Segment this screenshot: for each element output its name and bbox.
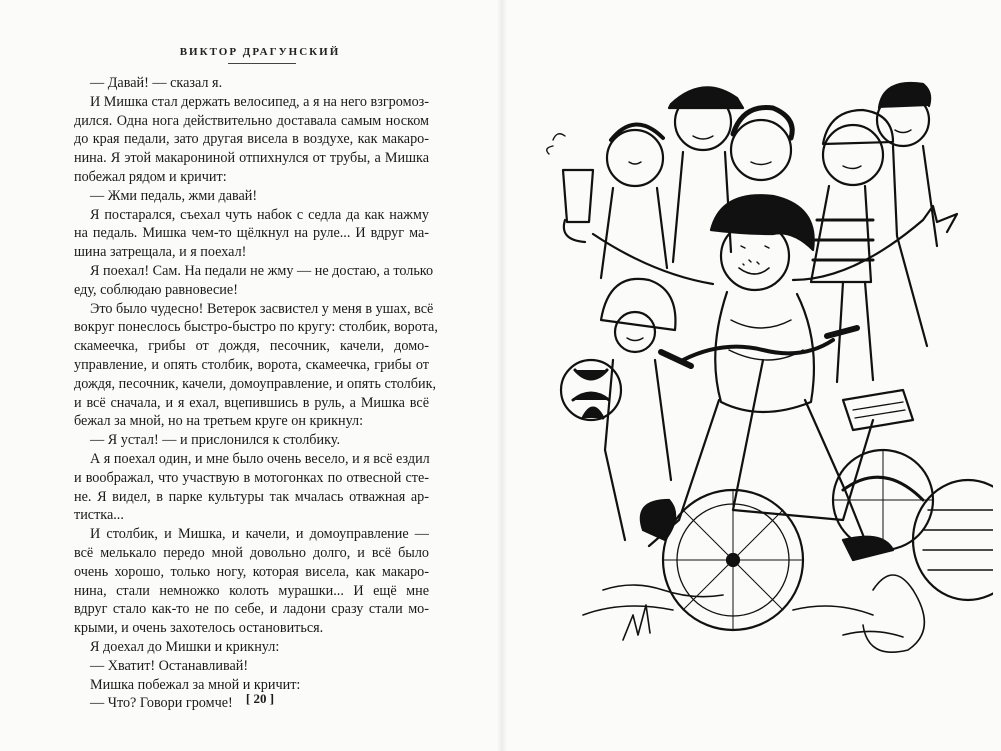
text-line: на педаль. Мишка чем-то щёлкнул на руле... И вдруг ма- xyxy=(74,225,429,242)
page-number: [ 20 ] xyxy=(245,691,275,706)
text-line: — Я устал! — и прислонился к столбику. xyxy=(90,432,340,449)
bicycle xyxy=(661,328,933,630)
text-line: управление, и опять столбик, ворота, скамеечка, грибы от xyxy=(74,356,429,373)
text-line: всё мелькало передо мной довольно долго, и всё было xyxy=(74,544,429,561)
running-head-rule xyxy=(228,63,296,64)
text-line: Я доехал до Мишки и крикнул: xyxy=(90,638,280,655)
text-line: тистка... xyxy=(74,507,124,524)
text-line: дился. Одна нога действительно доставала самым носком xyxy=(74,112,429,129)
text-line: очень хорошо, только ногу, которая висела, как макаро- xyxy=(74,563,429,580)
text-line: — Хватит! Останавливай! xyxy=(90,657,249,674)
text-line: А я поехал один, и мне было очень весело, и я всё ездил xyxy=(90,450,430,467)
text-line: И столбик, и Мишка, и качели, и домоуправление — xyxy=(90,526,429,543)
text-line: и воображал, что участвую в мотогонках по отвесной сте- xyxy=(74,469,429,486)
text-line: еду, соблюдаю равновесие! xyxy=(74,281,238,298)
text-line: побежал рядом и кричит: xyxy=(74,168,227,185)
text-line: и всё сначала, и я ехал, вцепившись в руль, а Мишка всё xyxy=(74,394,429,411)
text-line: нина. Я этой макарониной отпихнулся от трубы, а Мишка xyxy=(74,150,429,167)
running-head: ВИКТОР ДРАГУНСКИЙ xyxy=(179,46,341,58)
right-page xyxy=(503,0,1001,751)
boy-on-bicycle-illustration xyxy=(543,70,993,670)
ground-grass xyxy=(583,575,924,652)
text-line: скамеечка, грибы от дождя, песочник, качели, домо- xyxy=(74,338,429,355)
text-line: вдруг стало как-то не по себе, и ладони сразу стали мо- xyxy=(74,601,429,618)
text-line: Я постарался, съехал чуть набок с седла да как нажму xyxy=(90,206,429,223)
text-line: крыми, и очень захотелось остановиться. xyxy=(74,620,324,637)
left-page xyxy=(0,0,500,751)
text-line: — Давай! — сказал я. xyxy=(90,75,223,91)
text-line: Мишка побежал за мной и кричит: xyxy=(90,676,301,693)
text-line: до края педали, зато другая висела в воздухе, как макаро- xyxy=(74,131,429,148)
story-text xyxy=(74,74,438,713)
text-line: нина, стали немножко колоть мурашки... И ещё мне xyxy=(74,582,429,599)
text-line: Это было чудесно! Ветерок засвистел у меня в ушах, всё xyxy=(90,300,434,317)
text-line: вокруг понеслось быстро-быстро по кругу: столбик, ворота, xyxy=(74,319,438,336)
text-line: не. Я видел, в парке культуры так мчалась отважная ар- xyxy=(74,488,429,505)
manhole-cover xyxy=(913,480,993,600)
text-line: дождя, песочник, качели, домоуправление, и опять столбик, xyxy=(74,375,437,392)
text-line: шина затрещала, и я поехал! xyxy=(74,244,247,261)
text-line: Я поехал! Сам. На педали не жму — не достаю, а только xyxy=(90,262,434,279)
text-line: — Жми педаль, жми давай! xyxy=(90,187,258,204)
cup-in-hand xyxy=(547,134,593,242)
text-line: И Мишка стал держать велосипед, а я на него взгромоз- xyxy=(90,93,429,110)
text-line: — Что? Говори громче! xyxy=(90,695,233,712)
text-line: бежал за мной, но на третьем круге он крикнул: xyxy=(74,413,364,430)
